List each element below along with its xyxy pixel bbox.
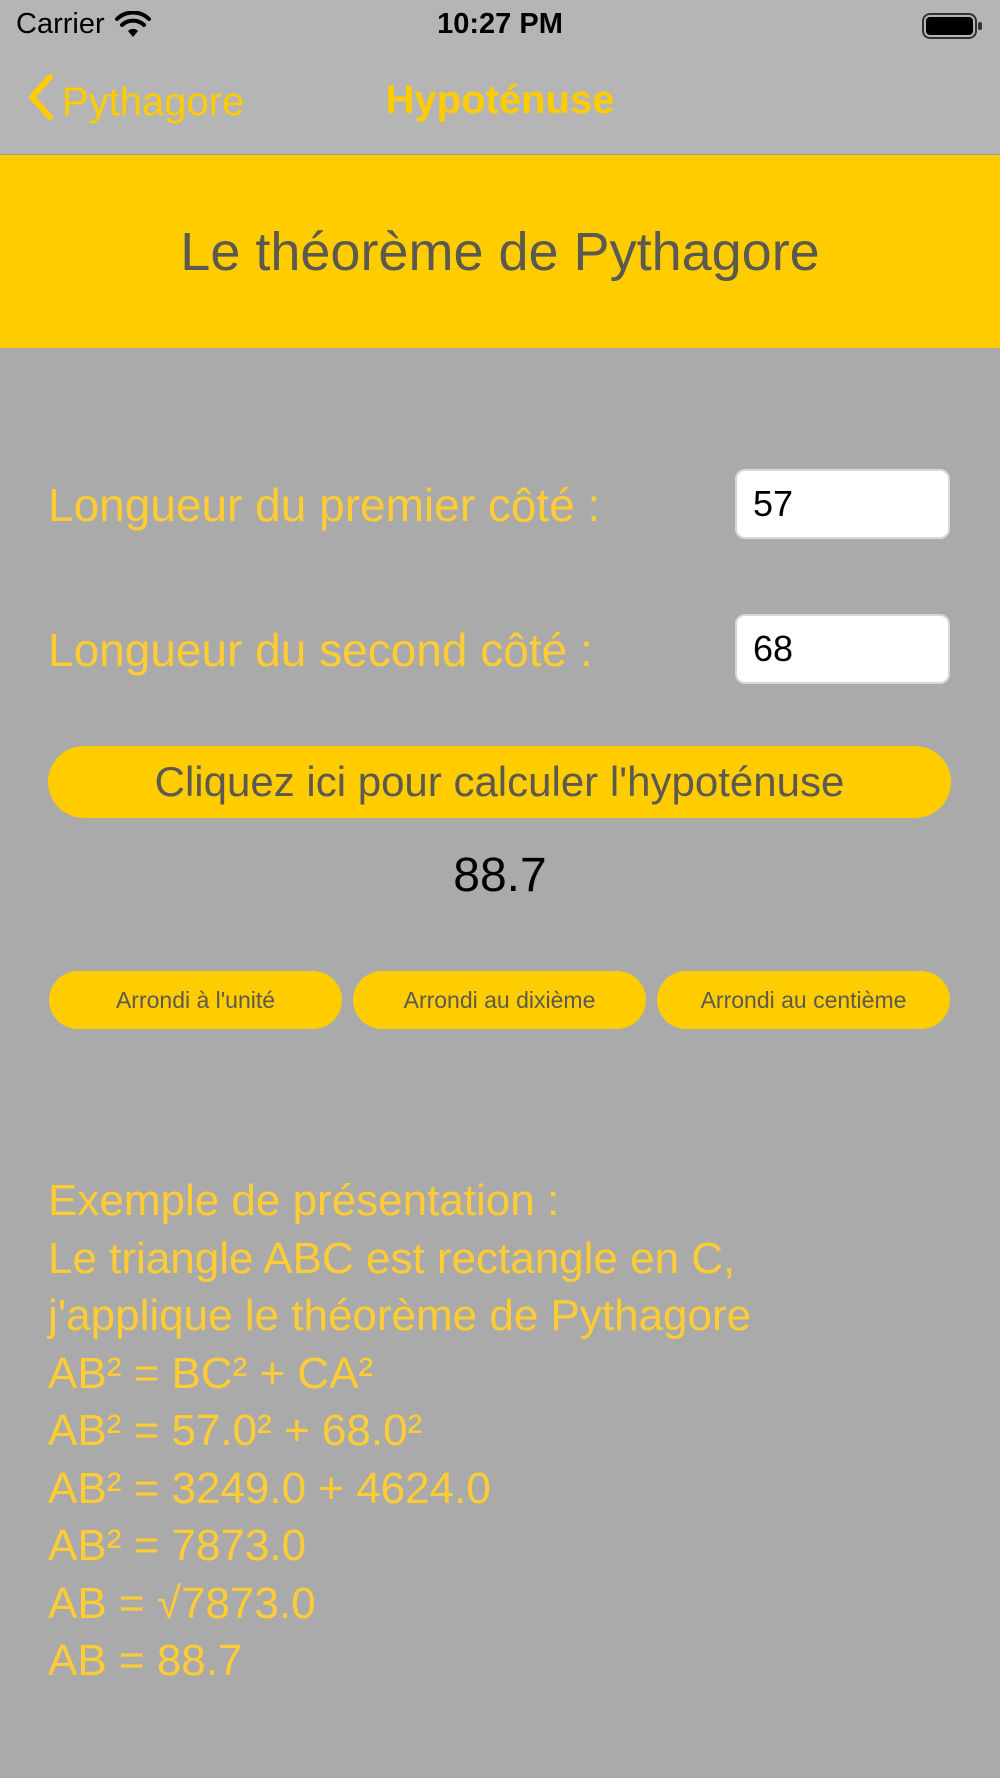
round-hundredth-button[interactable]: Arrondi au centième — [657, 971, 950, 1029]
example-line: Exemple de présentation : — [48, 1176, 560, 1225]
nav-title: Hypoténuse — [385, 78, 615, 122]
first-side-label: Longueur du premier côté : — [48, 479, 601, 531]
navigation-bar — [0, 0, 1000, 155]
second-side-input[interactable] — [735, 614, 950, 684]
page-title: Le théorème de Pythagore — [180, 221, 820, 282]
calculate-hypotenuse-button[interactable]: Cliquez ici pour calculer l'hypoténuse — [48, 746, 951, 818]
battery-icon — [922, 12, 984, 45]
header-banner — [0, 155, 1000, 348]
example-line: AB = √7873.0 — [48, 1578, 316, 1628]
carrier-label: Carrier — [16, 8, 105, 40]
example-line: AB = 88.7 — [48, 1636, 243, 1685]
example-line: AB² = 57.0² + 68.0² — [48, 1406, 423, 1455]
status-time: 10:27 PM — [437, 8, 563, 40]
example-line: AB² = 7873.0 — [48, 1521, 307, 1570]
example-line: Le triangle ABC est rectangle en C, — [48, 1233, 736, 1283]
example-line: AB² = BC² + CA² — [48, 1348, 374, 1398]
example-presentation — [48, 1172, 948, 1690]
example-line: AB² = 3249.0 + 4624.0 — [48, 1463, 491, 1513]
back-button-label: Pythagore — [62, 79, 245, 124]
second-side-label: Longueur du second côté : — [48, 624, 593, 676]
round-unit-button[interactable]: Arrondi à l'unité — [49, 971, 342, 1029]
round-tenth-button[interactable]: Arrondi au dixième — [353, 971, 646, 1029]
example-line: j'applique le théorème de Pythagore — [48, 1291, 752, 1340]
first-side-input[interactable] — [735, 469, 950, 539]
result-value: 88.7 — [453, 849, 547, 902]
